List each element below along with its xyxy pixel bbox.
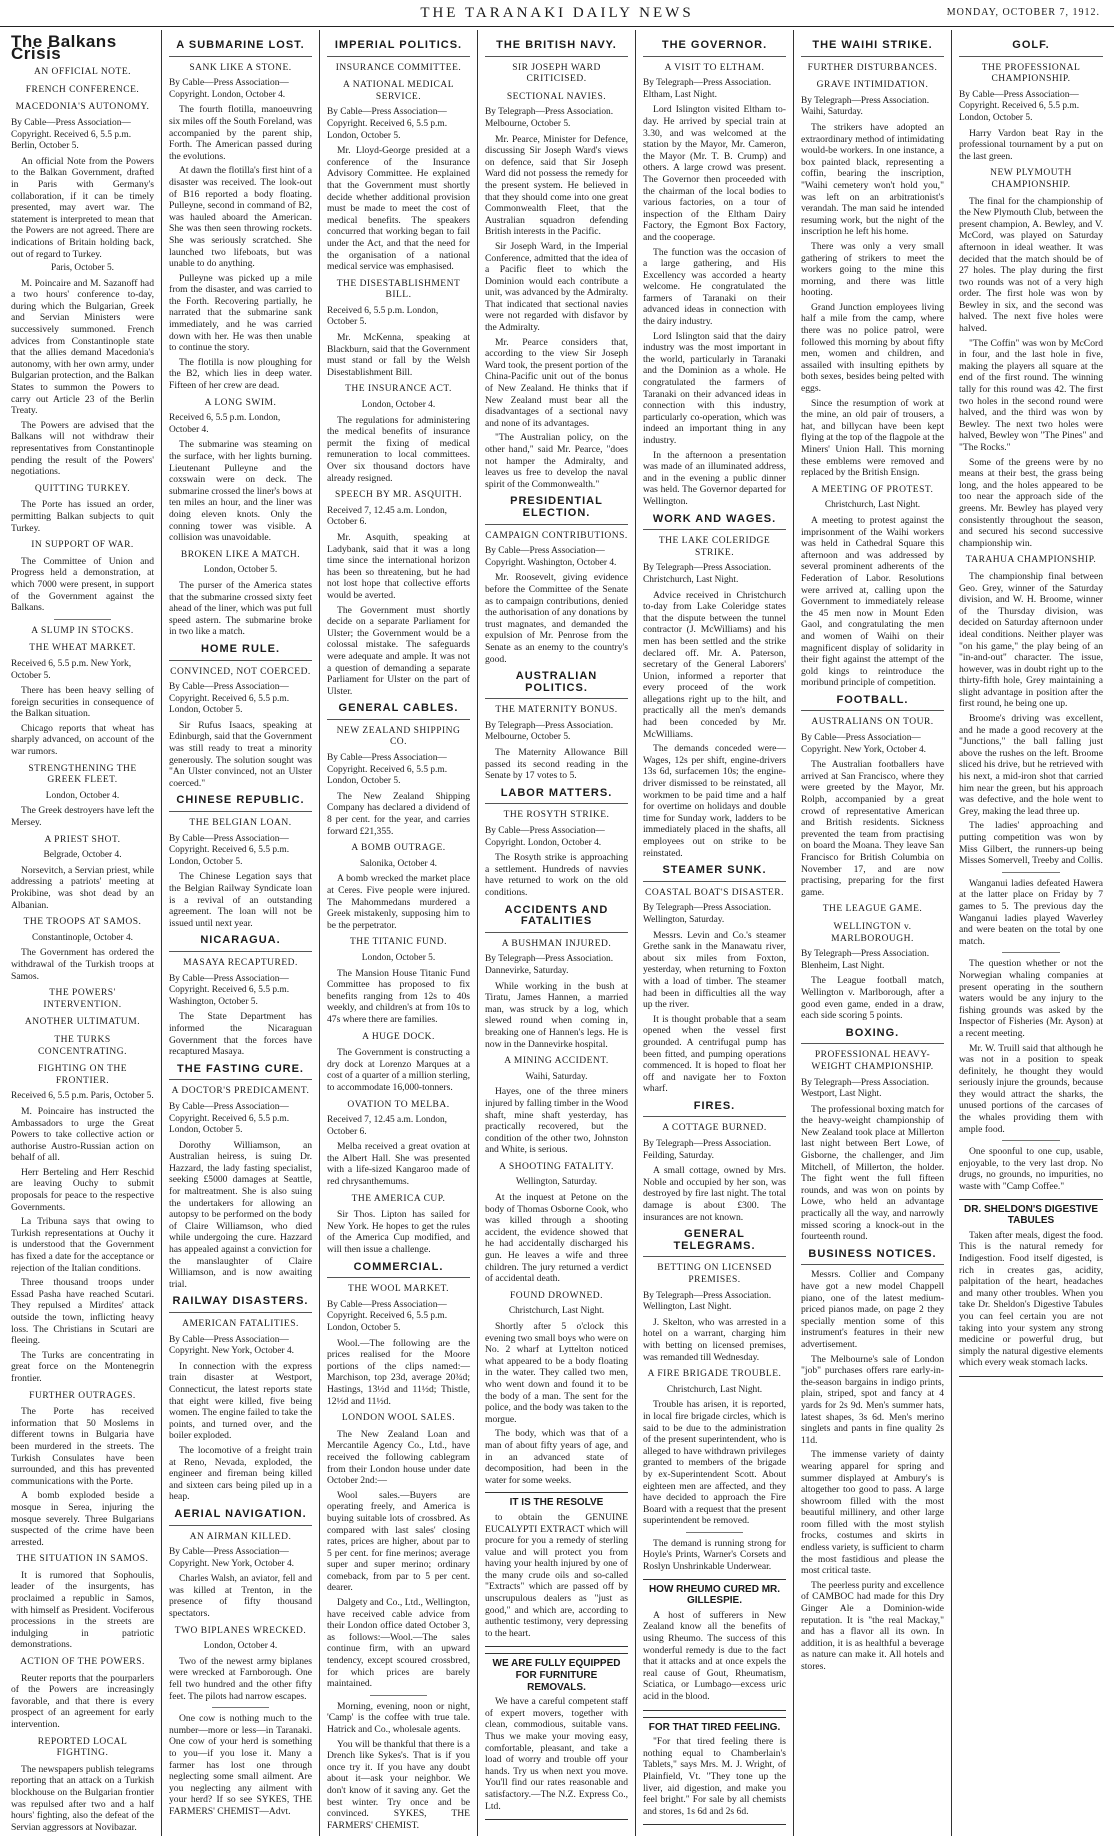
paragraph: Mr. Lloyd-George presided at a conference of the Insurance Advisory Committee. He explained that the Government must shortly decide whether additional provision must be made to meet the cost of medical benefits. The speakers concurred that working began to fail under the Act, and that the need for the organisation of a national medical service was emphasised. bbox=[327, 145, 470, 273]
paragraph: The Government is constructing a dry dock at Lorenzo Marques at a cost of a quarter of a million sterling, to accommodate 16,000-tonners. bbox=[327, 1047, 470, 1093]
subheading: FIGHTING ON THE FRONTIER. bbox=[37, 1064, 128, 1086]
subheading: A MEETING OF PROTEST. bbox=[811, 484, 934, 495]
dateline: Christchurch, Last Night. bbox=[666, 1384, 763, 1395]
subheading: THE PROFESSIONAL CHAMPIONSHIP. bbox=[981, 62, 1081, 85]
advertisement bbox=[959, 1199, 1103, 1377]
advertisement-text: We have a careful competent staff of expert movers, together with clean, commodious, suitable vans. Thus we make your moving easy, comfortable, pleasant, and take a load of worry and trouble off your hands. Try us when next you move. You'll find our rates reasonable and satisfactory.—The N.Z. Express Co., Ltd. bbox=[485, 1696, 628, 1812]
advertisement-paragraph: Morning, evening, noon or night, 'Camp' is the coffee with true tale. Hatrick and Co., wholesale agents. bbox=[327, 1700, 470, 1735]
subheading: WELLINGTON v. MARLBOROUGH. bbox=[831, 921, 914, 944]
paragraph: A bomb exploded beside a mosque in Serea, injuring the mosque severely. Three Bulgarians suspected of the crime have been arrested. bbox=[11, 1490, 154, 1548]
dateline: Paris, October 5. bbox=[50, 263, 114, 274]
paragraph: Since the resumption of work at the mine, an old pair of trousers, a hat, and billycan have been kept flying at the top of the flagpole at the Miners' Union Hall. This morning these emblems were removed and replaced by the British Ensign. bbox=[801, 397, 944, 479]
subheading: A LONG SWIM. bbox=[204, 397, 277, 408]
paragraph: Lord Islington visited Eltham to-day. He arrived by special train at 3.30, and was welcomed at the station by the Mayor, Mr. Cameron, the Mayor (Mr. T. B. Crump) and others. A large crowd was present. The Governor then proceeded with the chairman of the local bodies to various factories, on a tour of inspection of the Eltham Dairy Factory, the Egmont Box Factory, and the cooperage. bbox=[643, 104, 786, 243]
subheading: THE TROOPS AT SAMOS. bbox=[23, 917, 142, 928]
paragraph: Hayes, one of the three miners injured by falling timber in the Wood shaft, mine shaft yesterday, has practically recovered, but the condition of the other two, Johnston and White, is serious. bbox=[485, 1086, 628, 1156]
section-heading: THE FASTING CURE. bbox=[169, 1064, 312, 1081]
paragraph: Lord Islington said that the dairy industry was the most important in the world, particularly in Taranaki and the Dominion as a whole. He congratulated the farmers of Taranaki on their advanced ideas in connection with this industry, particularly co-operation, which was indeed an important thing in any industry. bbox=[643, 330, 786, 446]
dateline: By Telegraph—Press Association. Feilding, Saturday. bbox=[643, 1139, 772, 1161]
column-3 bbox=[320, 30, 478, 1836]
paragraph: In connection with the express train disaster at Westport, Connecticut, the latest reports state that eight were killed, five being women. The engine failed to take the points, and turned over, and the boiler exploded. bbox=[169, 1360, 312, 1442]
section-heading: THE BRITISH NAVY. bbox=[485, 40, 628, 57]
dateline: By Cable—Press Association—Copyright. Received 6, 5.5 p.m. London, October 5. bbox=[327, 753, 448, 787]
newspaper-title: THE TARANAKI DAILY NEWS bbox=[420, 5, 694, 21]
subheading: FURTHER DISTURBANCES. bbox=[807, 62, 938, 73]
subheading: AMERICAN FATALITIES. bbox=[182, 1319, 299, 1329]
subheading: A HUGE DOCK. bbox=[362, 1031, 435, 1042]
section-heading: GOLF. bbox=[959, 40, 1103, 57]
subheading: MACEDONIA'S AUTONOMY. bbox=[15, 102, 150, 113]
advertisement-paragraph: One spoonful to one cup, usable, enjoyable, to the very last drop. No drugs, no grounds, no impurities, no waste with "Camp Coffee." bbox=[959, 1146, 1103, 1193]
paragraph: Harry Vardon beat Ray in the professional tournament by a put on the last green. bbox=[959, 127, 1103, 162]
subheading: NEW ZEALAND SHIPPING CO. bbox=[336, 725, 461, 748]
subheading: SIR JOSEPH WARD CRITICISED. bbox=[512, 62, 601, 85]
paragraph: The strikers have adopted an extraordinary method of intimidating would-be workers. In one instance, a box painted black, representing a coffin, bearing the inscription, "Waihi cemetery won't hold you," was left on an arbitrationist's verandah. The man said he intended resuming work, but the night of the inscription he left his home. bbox=[801, 121, 944, 238]
section-heading: GENERAL CABLES. bbox=[327, 703, 470, 720]
paragraph: The Government has ordered the withdrawal of the Turkish troops at Samos. bbox=[11, 947, 154, 982]
paragraph: A meeting to protest against the imprisonment of the Waihi workers was held in Cathedral Square this afternoon and was addressed by several prominent adherents of the Federation of Labor. Resolutions were arrived at, calling upon the Government to immediately release the 45 men now in Mount Eden Gaol, and congratulating the men and women of Waihi on their magnificent display of solidarity in their fight against the attempt of the gold kings to reintroduce the moribund principle of competition. bbox=[801, 514, 944, 689]
dateline: By Cable—Press Association—Copyright. London, October 4. bbox=[169, 78, 289, 100]
section-heading: THE WAIHI STRIKE. bbox=[801, 40, 944, 57]
dateline: By Cable—Press Association—Copyright. Received 6, 5.5 p.m. London, October 5. bbox=[169, 1101, 290, 1136]
paragraph: Three thousand troops under Essad Pasha have reached Scutari. They repulsed a Mirdites' attack outside the town, inflicting heavy loss. The Christians in Scutari are fleeing. bbox=[11, 1277, 154, 1347]
subheading: SECTIONAL NAVIES. bbox=[506, 91, 607, 102]
section-heading: FIRES. bbox=[643, 1101, 786, 1118]
paragraph: Dalgety and Co., Ltd., Wellington, have received cable advice from their London office dated October 3, as follows:—Wool.—The sales continue firm, with an upward tendency, except scoured crossbred, for which prices are barely maintained. bbox=[327, 1597, 470, 1690]
paragraph: The professional boxing match for the heavy-weight championship of New Zealand took place at Millerton last night between Bert Lowe, of Gisborne, the challenger, and Jim Mitchell, of Millerton, the holder. The fight went the full fifteen rounds, and was won on points by Lowe, who held an advantage practically all the way, and narrowly missed scoring a knock-out in the fourteenth round. bbox=[801, 1103, 944, 1243]
paragraph: At dawn the flotilla's first hint of a disaster was received. The look-out of B16 reported a body floating. Pulleyne, second in command of B2, was hauled aboard the American. She was then seen throwing rockets. She was seriously scratched. She launched two lifeboats, but was unable to do anything. bbox=[169, 165, 312, 270]
paragraph: In the afternoon a presentation was made of an illuminated address, and in the evening a public dinner was held. The Governor departed for Wellington. bbox=[643, 449, 786, 507]
dateline: Received 7, 12.45 a.m. London, October 6. bbox=[327, 1115, 448, 1137]
paragraph: The New Zealand Loan and Mercantile Agency Co., Ltd., have received the following cablegram from their London house under date October 2nd:— bbox=[327, 1428, 470, 1487]
issue-date: MONDAY, OCTOBER 7, 1912. bbox=[946, 7, 1100, 18]
column-2 bbox=[162, 30, 320, 1836]
paragraph: Pulleyne was picked up a mile from the disaster, and was carried to the Forth. Recovering partially, he narrated that the submarine sank immediately, and he was carried down with her. He was then unable to continue the story. bbox=[169, 272, 312, 354]
paragraph: The New Zealand Shipping Company has declared a dividend of 8 per cent. for the year, and carries forward £21,355. bbox=[327, 790, 470, 837]
paragraph: The Government must shortly decide on a separate Parliament for Ulster; the Government would be a colossal mistake. The safeguards were adequate and ample. It was not a question of demanding a separate Parliament for Ulster on the part of Ulster. bbox=[327, 604, 470, 697]
subheading: A NATIONAL MEDICAL SERVICE. bbox=[342, 80, 455, 102]
paragraph: Mr. Asquith, speaking at Ladybank, said that it was a long time since the international horizon has been so threatening, but he had not lost hope that collective efforts would be averted. bbox=[327, 531, 470, 601]
subheading: LONDON WOOL SALES. bbox=[341, 1413, 456, 1424]
column-7 bbox=[952, 30, 1110, 1836]
subheading: QUITTING TURKEY. bbox=[34, 483, 131, 494]
subheading: THE POWERS' INTERVENTION. bbox=[43, 988, 122, 1010]
advertisement-text: Taken after meals, digest the food. This is the natural remedy for Indigestion. Food itself digested, is rich in creates gas, acidity, palpitation of the heart, headaches and many other troubles. When you take Dr. Sheldon's Digestive Tabules you can feel certain you are not taking into your system any strong medicine or powerful drug, but simply the natural digestive elements which every weak stomach lacks. bbox=[959, 1229, 1103, 1369]
dateline: Received 6, 5.5 p.m. Paris, October 5. bbox=[11, 1091, 154, 1102]
subheading: ANOTHER ULTIMATUM. bbox=[24, 1017, 141, 1028]
subheading: A FIRE BRIGADE TROUBLE. bbox=[647, 1369, 782, 1380]
dateline: By Telegraph—Press Association. Blenheim, Last Night. bbox=[801, 949, 930, 971]
advertisement bbox=[485, 1653, 628, 1820]
subheading: CAMPAIGN CONTRIBUTIONS. bbox=[485, 530, 628, 541]
dateline: By Telegraph—Press Association. Westport, Last Night. bbox=[801, 1077, 930, 1100]
paragraph: The Rosyth strike is approaching a settlement. Hundreds of navvies have returned to work on the old conditions. bbox=[485, 852, 628, 898]
subheading: AN AIRMAN KILLED. bbox=[189, 1531, 292, 1542]
paragraph: Two of the newest army biplanes were wrecked at Farnborough. One fell two hundred and the other fifty feet. The pilots had narrow escapes. bbox=[169, 1655, 312, 1702]
dateline: London, October 4. bbox=[361, 400, 436, 411]
dateline: By Cable—Press Association—Copyright. Received 6, 5.5 p.m. Washington, October 5. bbox=[169, 973, 290, 1007]
paragraph: Shortly after 5 o'clock this evening two small boys who were on No. 2 wharf at Lyttelton noticed what appeared to be a body floating in the water. They called two men, who went down and found it to be the body of a man. The sent for the police, and the body was taken to the morgue. bbox=[485, 1321, 628, 1425]
subheading: MASAYA RECAPTURED. bbox=[183, 957, 298, 968]
paragraph: Melba received a great ovation at the Albert Hall. She was presented with a life-sized Kangaroo made of red chrysanthemums. bbox=[327, 1141, 470, 1188]
paragraph: The Australian footballers have arrived at San Francisco, where they were greeted by the Mayor, Mr. Rolph, accompanied by a great crowd of representative American and British residents. Sickness prevented the team from practising on board the Moana. They leave San Francisco for British Columbia on November 17, and are now practising, preparing for the first game. bbox=[801, 759, 944, 898]
dateline: By Cable—Press Association—Copyright. New York, October 4. bbox=[169, 1334, 294, 1357]
dateline: London, October 4. bbox=[45, 790, 120, 801]
paragraph: Sir Rufus Isaacs, speaking at Edinburgh, said that the Government was still ready to treat a minority generously. The solution sought was "An Ulster convinced, not an Ulster coerced." bbox=[169, 719, 312, 789]
subheading: A SLUMP IN STOCKS. bbox=[31, 625, 134, 636]
subheading: BROKEN LIKE A MATCH. bbox=[180, 549, 301, 560]
dateline: Salonika, October 4. bbox=[359, 858, 438, 869]
dateline: By Cable—Press Association—Copyright. New York, October 4. bbox=[801, 733, 926, 755]
advertisement-title: IT IS THE RESOLVE bbox=[509, 1497, 604, 1509]
section-heading: WORK AND WAGES. bbox=[643, 514, 786, 531]
paragraph: The Porte has received information that 50 Moslems in different towns in Bulgaria have been murdered in the streets. The Turkish Consulates have been surrounded, and this has prevented communications with the Porte. bbox=[11, 1406, 154, 1487]
subheading: BETTING ON LICENSED PREMISES. bbox=[657, 1263, 772, 1285]
section-heading: BOXING. bbox=[801, 1028, 944, 1045]
subheading: NEW PLYMOUTH CHAMPIONSHIP. bbox=[990, 168, 1072, 190]
paragraph: The championship final between Geo. Grey, winner of the Saturday division, and W. H. Broome, winner of the Thursday division, was decided on Saturday afternoon under ideal conditions. Neither player was "on his game," the play being of an "in-and-out" character. The issue, however, was in doubt right up to the thirty-fifth hole, Grey maintaining a slight advantage in position after the first round, he being one up. bbox=[959, 570, 1103, 710]
section-heading: BUSINESS NOTICES. bbox=[801, 1249, 944, 1266]
paragraph: Sir Thos. Lipton has sailed for New York. He hopes to get the rules of the America Cup modified, and will then issue a challenge. bbox=[327, 1209, 470, 1256]
paragraph: The State Department has informed the Nicaraguan Government that the forces have recaptured Masaya. bbox=[169, 1011, 312, 1058]
subheading: THE INSURANCE ACT. bbox=[345, 384, 452, 395]
subheading: AN OFFICIAL NOTE. bbox=[33, 67, 132, 78]
dateline: By Cable—Press Association—Copyright. Washington, October 4. bbox=[485, 546, 617, 568]
advertisement-text: "For that tired feeling there is nothing equal to Chamberlain's Tablets," says Mrs. M. J. Wright, of Plainfield, Vt. "They tone up the liver, aid digestion, and make you feel bright." For sale by all chemists and stores, 1s 6d and 2s 6d. bbox=[643, 1736, 786, 1817]
dateline: By Telegraph—Press Association. Eltham, Last Night. bbox=[643, 78, 772, 100]
paragraph: M. Poincaire has instructed the Ambassadors to urge the Great Powers to take collective action or authorise Austro-Russian action on behalf of all. bbox=[11, 1105, 154, 1164]
paragraph: The flotilla is now ploughing for the B2, which lies in deep water. Fifteen of her crew are dead. bbox=[169, 356, 312, 392]
dateline: By Cable—Press Association—Copyright. Received 6, 5.5 p.m. London, October 5. bbox=[169, 833, 290, 867]
advertisement-paragraph: You will be thankful that there is a Drench like Sykes's. That is if you once try it. If you have any doubt about it—ask your neighbor. We don't know of it saving any. Get the best winter. Try once and be convinced. SYKES, THE FARMERS' CHEMIST. bbox=[327, 1738, 470, 1831]
paragraph: There has been heavy selling of foreign securities in consequence of the Balkan situation. bbox=[11, 685, 154, 720]
section-heading: AERIAL NAVIGATION. bbox=[169, 1509, 312, 1526]
dateline: Waihi, Saturday. bbox=[525, 1071, 588, 1082]
dateline: By Telegraph—Press Association. Dannevirke, Saturday. bbox=[485, 954, 614, 976]
advertisement-title: HOW RHEUMO CURED MR. GILLESPIE. bbox=[648, 1583, 781, 1607]
paragraph: "The Australian policy, on the other hand," said Mr. Pearce, "does not hamper the Admiralty, and leaves us free to develop the naval spirit of the Commonwealth." bbox=[485, 432, 628, 490]
section-heading: CHINESE REPUBLIC. bbox=[169, 795, 312, 812]
paragraph: The Mansion House Titanic Fund Committee has proposed to fix benefits ranging from 12s to 40s weekly, and children's at from 10s to 47s where there are families. bbox=[327, 967, 470, 1025]
dateline: By Telegraph—Press Association. Melbourne, October 5. bbox=[485, 720, 614, 743]
subheading: TWO BIPLANES WRECKED. bbox=[174, 1625, 307, 1636]
advertisement-paragraph: The demand is running strong for Hoyle's Prints, Warner's Corsets and Roslyn Unshrinkable Underwear. bbox=[643, 1537, 786, 1573]
advertisement-title: WE ARE FULLY EQUIPPED FOR FURNITURE REMOVALS. bbox=[492, 1658, 621, 1693]
advertisement bbox=[643, 1717, 786, 1826]
paragraph: There was only a very small gathering of strikers to meet the workers going to the mine this morning, and there was little hooting. bbox=[801, 240, 944, 299]
dateline: By Cable—Press Association—Copyright. Received 6, 5.5 p.m. London, October 5. bbox=[327, 1299, 448, 1333]
paragraph: A bomb wrecked the market place at Ceres. Five people were injured. The Mahommedans murdered a Greek mistakenly, supposing him to be the perpetrator. bbox=[327, 873, 470, 931]
paragraph: The Maternity Allowance Bill passed its second reading in the Senate by 17 votes to 5. bbox=[485, 747, 628, 782]
paragraph: The Porte has issued an order, permitting Balkan subjects to quit Turkey. bbox=[11, 499, 154, 534]
paragraph: At the inquest at Petone on the body of Thomas Osborne Cook, who was killed through a shooting accident, the evidence showed that he had accidentally discharged his gun. He leaves a wife and three children. The jury returned a verdict of accidental death. bbox=[485, 1192, 628, 1285]
subheading: A BUSHMAN INJURED. bbox=[501, 938, 612, 949]
dateline: Wellington, Saturday. bbox=[515, 1177, 598, 1188]
subheading: OVATION TO MELBA. bbox=[347, 1099, 450, 1110]
section-heading: COMMERCIAL. bbox=[327, 1262, 470, 1279]
dateline: Received 7, 12.45 a.m. London, October 6. bbox=[327, 505, 448, 528]
paragraph: "The Coffin" was won by McCord in four, and the last hole in five, making the players all square at the end of the first round. The winning tally for this round was 42. The first two holes in the second round were halved, and the third was won by Bewley. The next two holes were halved, Bewley won "The Pines" and "The Rocks." bbox=[959, 337, 1103, 453]
subheading: IN SUPPORT OF WAR. bbox=[31, 540, 134, 551]
paragraph: It is rumored that Sophoulis, leader of the insurgents, has proclaimed a republic in Samos, with himself as President. Vociferous processions in the streets are indulging in patriotic demonstrations. bbox=[11, 1569, 154, 1651]
dateline: Christchurch, Last Night. bbox=[508, 1306, 605, 1317]
divider bbox=[1002, 952, 1060, 953]
section-heading: STEAMER SUNK. bbox=[643, 865, 786, 882]
divider bbox=[1002, 872, 1060, 873]
subheading: STRENGTHENING THE GREEK FLEET. bbox=[28, 763, 137, 786]
advertisement-text: A host of sufferers in New Zealand know all the benefits of using Rheumo. The success of this wonderful remedy is due to the fact that it attacks and at once expels the real cause of Gout, Rheumatism, Sciatica, or Lumbago—excess uric acid in the blood. bbox=[643, 1609, 786, 1702]
paragraph: The ladies' approaching and putting competition was won by Miss Gilbert, the runners-up being Misses Somervell, Treeby and Collis. bbox=[959, 820, 1103, 867]
subheading: GRAVE INTIMIDATION. bbox=[816, 80, 929, 91]
subheading: THE LAKE COLERIDGE STRIKE. bbox=[658, 536, 771, 558]
paragraph: The regulations for administering the medical benefits of insurance permit the fixing of medical remuneration to local committees. Over six thousand doctors have already resigned. bbox=[327, 414, 470, 484]
paragraph: Some of the greens were by no means at their best, the grass being long, and the holes appeared to be too near the approach side of the greens. Mr. Bewley has played very consistently throughout the season, and secured his second successive championship win. bbox=[959, 456, 1103, 549]
paragraph: The Committee of Union and Progress held a demonstration, at which 7000 were present, in support of the Government against the Balkans. bbox=[11, 555, 154, 614]
paragraph: Dorothy Williamson, an Australian heiress, is suing Dr. Hazzard, the lady fasting specialist, seeking £5000 damages at Seattle, for maltreatment. She is also suing the undertakers for allowing an autopsy to be performed on the body of Claire Williamson, who died while undergoing the cure. Hazzard has appealed against a conviction for the manslaughter of Claire Williamson, and is now awaiting trial. bbox=[169, 1139, 312, 1290]
divider bbox=[686, 1532, 743, 1533]
subheading: THE ROSYTH STRIKE. bbox=[503, 810, 610, 821]
section-heading: NICARAGUA. bbox=[169, 935, 312, 952]
dateline: London, October 5. bbox=[203, 565, 278, 576]
paragraph: It is thought probable that a seam opened when the vessel first grounded. A centrifugal pump has been fitted, and pumping operations commenced. It is hoped to float her off and navigate her to Foxton wharf. bbox=[643, 1013, 786, 1095]
paragraph: Wool sales.—Buyers are operating freely, and America is buying suitable lots of crossbred. As compared with last sales' closing rates, prices are higher, about par to 5 per cent. for fine merinos; average super and super merino; ordinary comeback, from par to 5 per cent. dearer. bbox=[327, 1489, 470, 1594]
paragraph: The League football match, Wellington v. Marlborough, after a good even game, ended in a draw, each side scoring 5 points. bbox=[801, 975, 944, 1022]
dateline: London, October 5. bbox=[361, 952, 436, 963]
paragraph: Messrs. Collier and Company have got a new model Chappell piano, one of the latest medium-priced pianos made, on page 2 they specially mention some of this instrument's features in their new advertisement. bbox=[801, 1269, 944, 1350]
dateline: Belgrade, October 4. bbox=[43, 850, 122, 861]
divider bbox=[54, 619, 111, 620]
paragraph: Advice received in Christchurch to-day from Lake Coleridge states that the dispute between the tunnel contractor (J. McWilliams) and his men has been settled and the strike declared off. Mr. A. Paterson, secretary of the General Laborers' Union, informed a reporter that every proceed of the work allegations right up to the hilt, and practically all the men's demands had been conceded by Mr. McWilliams. bbox=[643, 589, 786, 740]
dateline: By Cable—Press Association—Copyright. Received 6, 5.5 p.m. London, October 5. bbox=[959, 89, 1080, 123]
paragraph: The body, which was that of a man of about fifty years of age, and in an advanced state of decomposition, had been in the water for some weeks. bbox=[485, 1428, 628, 1486]
subheading: REPORTED LOCAL FIGHTING. bbox=[37, 1736, 128, 1759]
paragraph: The fourth flotilla, manoeuvring six miles off the South Foreland, was accompanied by the parent ship, Forth. The American passed during the evolutions. bbox=[169, 104, 312, 162]
paragraph: Mr. Roosevelt, giving evidence before the Committee of the Senate as to campaign contributions, denied the authorisation of any donations by trust magnates, and demanded the expulsion of Mr. Penrose from the Senate as an enemy to the country's good. bbox=[485, 572, 628, 665]
subheading: A BOMB OUTRAGE. bbox=[351, 843, 446, 854]
column-1 bbox=[4, 30, 162, 1836]
subheading: THE LEAGUE GAME. bbox=[822, 904, 923, 915]
paragraph: The final for the championship of the New Plymouth Club, between the present champion, A. Bewley, and V. McCord, was played on Saturday afternoon in ideal weather. It was decided that the match should be of 27 holes. The play during the first two rounds was not of a very high order. The first hole was won by Bewley in six, and the second was halved. The next five holes were halved. bbox=[959, 195, 1103, 335]
subheading: SPEECH BY MR. ASQUITH. bbox=[334, 490, 463, 501]
paragraph: J. Skelton, who was arrested in a hotel on a warrant, charging him with betting on licensed premises, was remanded till Wednesday. bbox=[643, 1316, 786, 1363]
subheading: FOUND DROWNED. bbox=[509, 1290, 604, 1301]
subheading: AUSTRALIANS ON TOUR. bbox=[811, 717, 934, 728]
dateline: By Cable—Press Association—Copyright. New York, October 4. bbox=[169, 1547, 294, 1569]
section-heading: A SUBMARINE LOST. bbox=[169, 40, 312, 57]
paragraph: Mr. McKenna, speaking at Blackburn, said that the Government must stand or fall by the Welsh Disestablishment Bill. bbox=[327, 332, 470, 378]
dateline: By Telegraph—Press Association. Waihi, Saturday. bbox=[801, 95, 930, 118]
paragraph: Sir Joseph Ward, in the Imperial Conference, admitted that the idea of a Pacific fleet to which the Dominion would each contribute a unit, was advanced by the Admiralty. That indicated that sectional navies were not regarded with disfavor by the Admiralty. bbox=[485, 240, 628, 334]
subheading: TARAHUA CHAMPIONSHIP. bbox=[965, 555, 1097, 566]
dateline: Received 6, 5.5 p.m. London, October 5. bbox=[327, 305, 439, 328]
subheading: A PRIEST SHOT. bbox=[44, 834, 121, 845]
paragraph: The peerless purity and excellence of CAMBOC had made for this Dry Ginger Ale a Dominion-wide reputation. It is "the real Mackay," and has a flavor all its own. In addition, it is as healthful a beverage as nature can make it. All hotels and stores. bbox=[801, 1579, 944, 1672]
divider bbox=[370, 1695, 427, 1696]
subheading: SANK LIKE A STONE. bbox=[189, 62, 292, 73]
dateline: Received 6, 5.5 p.m. London, October 4. bbox=[169, 413, 281, 435]
paragraph: The question whether or not the Norwegian whaling companies at present operating in the southern waters would be any injury to the fishing grounds was asked by the Inspector of Fisheries (Mr. Ayson) at a recent meeting. bbox=[959, 958, 1103, 1039]
section-heading: RAILWAY DISASTERS. bbox=[169, 1296, 312, 1313]
paragraph: The newspapers publish telegrams reporting that an attack on a Turkish blockhouse on the Bulgarian frontier was repulsed after two and a half hours' fighting, also the defeat of the Servian aggressors at Novibazar. bbox=[11, 1763, 154, 1833]
advertisement-paragraph: One cow is nothing much to the number—more or less—in Taranaki. One cow of your herd is something to you—if you lose it. Many a farmer has lost one through neglecting some small ailment. Are you neglecting any ailment with your herd? If so see SYKES, THE FARMERS' CHEMIST—Advt. bbox=[169, 1713, 312, 1817]
paragraph: Charles Walsh, an aviator, fell and was killed at Trenton, in the presence of fifty thousand spectators. bbox=[169, 1573, 312, 1620]
paragraph: Mr. Pearce, Minister for Defence, discussing Sir Joseph Ward's views on defence, said that Sir Joseph Ward did not possess the remedy for the present system. He believed in that they should come into one great Commonwealth Fleet, that the Australian squadron defending British interests in the Pacific. bbox=[485, 133, 628, 238]
dateline: Received 6, 5.5 p.m. New York, October 5. bbox=[11, 658, 132, 681]
divider bbox=[212, 1707, 269, 1708]
section-heading: HOME RULE. bbox=[169, 644, 312, 661]
paragraph: Messrs. Levin and Co.'s steamer Grethe sank in the Manawatu river, about six miles from Foxton, yesterday, when returning to Foxton with a load of timber. The steamer had been in difficulties all the way up the river. bbox=[643, 929, 786, 1011]
paragraph: Mr. W. Truill said that although he was not in a position to speak definitely, he thought they would seriously injure the grounds, because they would attract the sharks, the unused portions of the carcases of the whales providing them with ample food. bbox=[959, 1042, 1103, 1135]
paragraph: Reuter reports that the pourparlers of the Powers are increasingly favorable, and that there is every prospect of an agreement for early intervention. bbox=[11, 1672, 154, 1730]
dateline: Christchurch, Last Night. bbox=[824, 500, 921, 511]
paragraph: The Powers are advised that the Balkans will not withdraw their representatives from Constantinople pending the result of the Powers' negotiations. bbox=[11, 419, 154, 478]
advertisement-title: FOR THAT TIRED FEELING. bbox=[648, 1721, 781, 1733]
subheading: COASTAL BOAT'S DISASTER. bbox=[644, 887, 785, 898]
section-heading: THE GOVERNOR. bbox=[643, 40, 786, 57]
column-4 bbox=[478, 30, 636, 1836]
paragraph: The Melbourne's sale of London "job" purchases offers rare early-in-the-season bargains in indigo prints, plain, striped, spot and fancy at 4 yards for 2s 9d. Men's summer hats, latest shapes, 3s 6d. Men's merino singlets and pants in fine quality 2s 11d. bbox=[801, 1353, 944, 1446]
subheading: FRENCH CONFERENCE. bbox=[25, 84, 140, 95]
subheading: THE DISESTABLISHMENT BILL. bbox=[336, 278, 461, 301]
column-5 bbox=[636, 30, 794, 1836]
subheading: A SHOOTING FATALITY. bbox=[499, 1161, 614, 1172]
subheading: FURTHER OUTRAGES. bbox=[29, 1390, 136, 1401]
paragraph: Chicago reports that wheat has sharply advanced, on account of the war rumors. bbox=[11, 722, 154, 758]
dateline: By Telegraph—Press Association. Melbourne, October 5. bbox=[485, 107, 614, 129]
paragraph: Mr. Pearce considers that, according to the view Sir Joseph Ward took, the present portion of the China-Pacific unit out of the bonus of New Zealand. He thinks that if New Zealand must bear all the disadvantages of a sectional navy and none of its advantages. bbox=[485, 336, 628, 429]
paragraph: Wool.—The following are the prices realised for the Moore portions of the clips named:—Marchison, top 23d, average 20¾d; Hastings, 13½d and 11½d; Thistle, 12½d and 11½d. bbox=[327, 1337, 470, 1407]
advertisement-title: DR. SHELDON'S DIGESTIVE TABULES bbox=[963, 1203, 1099, 1227]
section-heading: ACCIDENTS AND FATALITIES bbox=[485, 905, 628, 933]
paragraph: Trouble has arisen, it is reported, in local fire brigade circles, which is said to be due to the administration of the present superintendent, who is alleged to have withdrawn privileges granted to members of the brigade by ex-Superintendent Scott. About eighteen men are affected, and they have decided to approach the Fire Board with a request that the present superintendent be removed. bbox=[643, 1399, 786, 1527]
paragraph: While working in the bush at Tiratu, James Hannen, a married man, was struck by a log, which slewed round when coming in, breaking one of Hannen's legs. He is now in the Dannevirke hospital. bbox=[485, 980, 628, 1050]
subheading: INSURANCE COMMITTEE. bbox=[335, 62, 462, 73]
paragraph: Norsevitch, a Servian priest, while addressing a patriots' meeting at Prokibine, was shot dead by an Albanian. bbox=[11, 864, 154, 911]
dateline: By Cable—Press Association—Copyright. Received 6, 5.5 p.m. London, October 5. bbox=[327, 107, 448, 141]
dateline: By Cable—Press Association—Copyright. Received 6, 5.5 p.m. London, October 5. bbox=[169, 682, 290, 716]
column-6 bbox=[794, 30, 952, 1836]
section-heading: IMPERIAL POLITICS. bbox=[327, 40, 470, 57]
subheading: THE MATERNITY BONUS. bbox=[495, 705, 618, 716]
dateline: By Cable—Press Association—Copyright. London, October 4. bbox=[485, 826, 605, 848]
paragraph: A small cottage, owned by Mrs. Noble and occupied by her son, was destroyed by fire last night. The total damage is about £300. The insurances are not known. bbox=[643, 1165, 786, 1223]
paragraph: Herr Berteling and Herr Reschid are leaving Ouchy to submit proposals for peace to the respective Governments. bbox=[11, 1166, 154, 1213]
divider bbox=[1002, 1140, 1060, 1141]
masthead bbox=[0, 0, 1114, 27]
subheading: ACTION OF THE POWERS. bbox=[20, 1657, 145, 1668]
paragraph: The locomotive of a freight train at Reno, Nevada, exploded, the engineer and fireman being killed and sixteen cars being piled up in a heap. bbox=[169, 1444, 312, 1503]
paragraph: An official Note from the Powers to the Balkan Government, drafted in Paris with Germany's collaboration, if it can be timely presented, may avert war. The statement is interpreted to mean that the Powers are not agreed. There are indications of Britain holding back, out of regard to Turkey. bbox=[11, 155, 154, 260]
subheading: THE WHEAT MARKET. bbox=[29, 643, 136, 654]
subheading: A COTTAGE BURNED. bbox=[662, 1123, 767, 1134]
subheading: A MINING ACCIDENT. bbox=[504, 1056, 609, 1067]
paragraph: La Tribuna says that owing to Turkish representations at Ouchy it is understood that the Government has fixed a date for the acceptance or rejection of the Italian conditions. bbox=[11, 1216, 154, 1274]
subheading: A VISIT TO ELTHAM. bbox=[664, 62, 765, 73]
subheading: THE SITUATION IN SAMOS. bbox=[16, 1554, 149, 1565]
dateline: By Telegraph—Press Association. Wellington, Saturday. bbox=[643, 903, 772, 925]
section-heading: GENERAL TELEGRAMS. bbox=[643, 1229, 786, 1257]
paragraph: The purser of the America states that the submarine crossed sixty feet ahead of the liner, which was put full speed astern. The submarine broke in two like a match. bbox=[169, 579, 312, 638]
subheading: A DOCTOR'S PREDICAMENT. bbox=[171, 1086, 310, 1097]
section-heading: PRESIDENTIAL ELECTION. bbox=[485, 496, 628, 524]
paragraph: The immense variety of dainty wearing apparel for spring and summer displayed at Ambury's is altogether too good to pass. A large showroom filled with the most beautiful millinery, and other large room filled with the most stylish frocks, costumes and skirts in endless variety, is sufficient to charm the most fastidious and please the most critical taste. bbox=[801, 1449, 944, 1577]
dateline: London, October 4. bbox=[203, 1641, 278, 1652]
subheading: THE TITANIC FUND. bbox=[349, 937, 447, 948]
dateline: By Telegraph—Press Association. Wellington, Last Night. bbox=[643, 1290, 772, 1313]
section-heading: LABOR MATTERS. bbox=[485, 788, 628, 805]
paragraph: The Turks are concentrating in great force on the Montenegrin frontier. bbox=[11, 1349, 154, 1384]
subheading: THE AMERICA CUP. bbox=[351, 1193, 446, 1204]
advertisement-text: to obtain the GENUINE EUCALYPTI EXTRACT which will procure for you a remedy of sterling value and will protect you from having your health injured by one of the many crude oils and so-called "Extracts" which are passed off by unscrupulous dealers as "just as good," and which are, according to authentic testimony, very depressing to the heart. bbox=[485, 1511, 628, 1639]
dateline: By Cable—Press Association—Copyright. Received 6, 5.5 p.m. Berlin, October 5. bbox=[11, 117, 132, 152]
subheading: THE BELGIAN LOAN. bbox=[189, 818, 292, 829]
paragraph: The submarine was steaming on the surface, with her lights burning. Lieutenant Pulleyne and the coxswain were on deck. The submarine crossed the liner's bows at ten miles an hour, and the liner was doing eleven knots. Only the conning tower was visible. A collision was unavoidable. bbox=[169, 439, 312, 544]
subheading: CONVINCED, NOT COERCED. bbox=[170, 666, 311, 677]
paragraph: The demands conceded were—Wages, 12s per shift, engine-drivers 13s 6d, surfacemen 10s; the engine-driver dismissed to be reinstated, all workmen to be paid time and a half for overtime on holidays and double time for Sunday work, ladders to be immediately placed in the shafts, all employees out on strike to be reinstated. bbox=[643, 743, 786, 859]
subheading: PROFESSIONAL HEAVY-WEIGHT CHAMPIONSHIP. bbox=[811, 1050, 934, 1072]
advertisement bbox=[485, 1492, 628, 1647]
paragraph: M. Poincaire and M. Sazanoff had a two hours' conference to-day, during which the Bulgarian, Greek and Servian Ministers were successively summoned. French advices from Constantinople state that the allies demand Macedonia's autonomy, with her own army, under Bulgarian protection, and the Balkan States to summon the Powers to carry out Article 23 of the Berlin Treaty. bbox=[11, 277, 154, 417]
paragraph: The Chinese Legation says that the Belgian Railway Syndicate loan is a revival of an outstanding agreement. The loan will not be issued until next year. bbox=[169, 871, 312, 929]
dateline: Constantinople, October 4. bbox=[31, 932, 134, 943]
dateline: By Telegraph—Press Association. Christchurch, Last Night. bbox=[643, 563, 772, 585]
paragraph: Wanganui ladies defeated Hawera at the latter place on Friday by 7 games to 5. The previous day the Wanganui ladies played Waverley and were beaten on the total by one match. bbox=[959, 877, 1103, 947]
banner-headline: The Balkans Crisis bbox=[11, 32, 117, 63]
advertisement bbox=[643, 1579, 786, 1711]
paragraph: The Greek destroyers have left the Mersey. bbox=[11, 805, 154, 829]
subheading: THE WOOL MARKET. bbox=[348, 1284, 449, 1295]
paragraph: The function was the occasion of a large gathering, and His Excellency was accorded a hearty welcome. He congratulated the farmers of Taranaki on their advanced ideas in connection with the dairy industry. bbox=[643, 246, 786, 328]
subheading: THE TURKS CONCENTRATING. bbox=[37, 1034, 128, 1057]
paragraph: Grand Junction employees living half a mile from the camp, where there was no police patrol, were followed this morning by about fifty men, women and children, and assailed with insulting epithets by both sexes, besides being pelted with eggs. bbox=[801, 301, 944, 395]
paragraph: Broome's driving was excellent, and he made a good recovery at the "Junctions," the ball falling just above the rushes on the left. Broome sliced his drive, but he retrieved with his next, a mid-iron shot that carried him near the green, but his approach was defective, and the hole went to Grey, making the lead three up. bbox=[959, 713, 1103, 817]
section-heading: AUSTRALIAN POLITICS. bbox=[485, 671, 628, 699]
page-columns bbox=[4, 30, 1110, 1833]
section-heading: FOOTBALL. bbox=[801, 695, 944, 712]
